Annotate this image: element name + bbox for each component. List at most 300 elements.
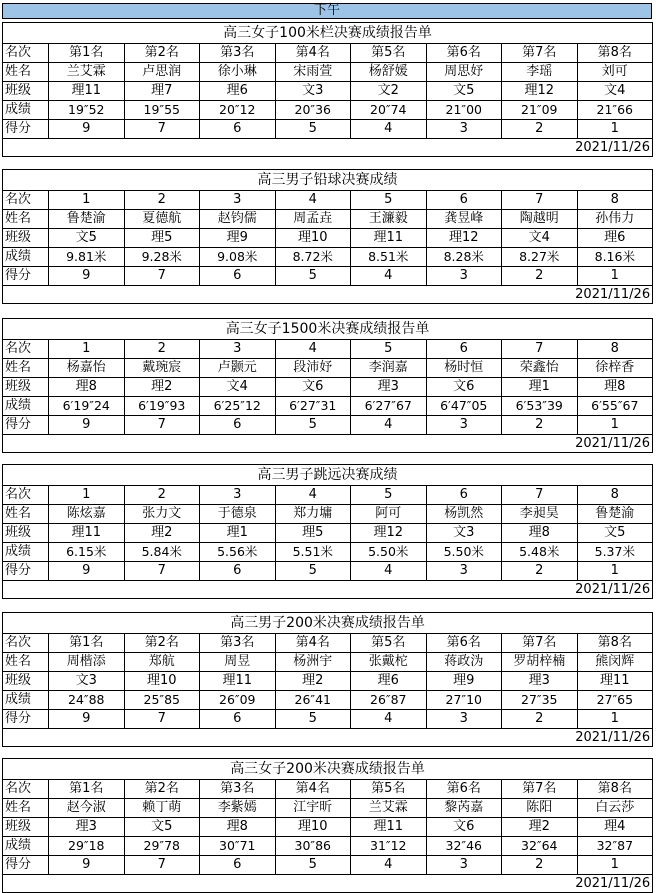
- row-label: 得分: [3, 120, 49, 139]
- report-date: 2021/11/26: [3, 139, 653, 157]
- table-cell: 第4名: [275, 634, 351, 653]
- table-cell: 理2: [502, 818, 578, 837]
- table-cell: 8.16米: [577, 248, 653, 267]
- table-cell: 1: [49, 340, 125, 359]
- table-cell: 1: [49, 191, 125, 210]
- table-cell: 理3: [49, 818, 125, 837]
- table-cell: 赵今淑: [49, 799, 125, 818]
- table-cell: 兰艾霖: [351, 799, 427, 818]
- table-cell: 5.50米: [426, 543, 502, 562]
- table-cell: 李昶昊: [502, 505, 578, 524]
- table-cell: 第7名: [502, 634, 578, 653]
- table-cell: 张力文: [124, 505, 200, 524]
- table-cell: 1: [577, 856, 653, 875]
- row-label: 班级: [3, 229, 49, 248]
- table-cell: 第6名: [426, 44, 502, 63]
- result-row: [3, 691, 653, 710]
- table-cell: 25″85: [124, 691, 200, 710]
- table-cell: 2: [502, 267, 578, 286]
- table-cell: 1: [577, 416, 653, 435]
- table-cell: 理11: [351, 818, 427, 837]
- table-cell: 理1: [502, 378, 578, 397]
- table-cell: 陈炫嘉: [49, 505, 125, 524]
- table-cell: 1: [577, 267, 653, 286]
- points-row: [3, 856, 653, 875]
- table-cell: 李瑶: [502, 63, 578, 82]
- row-label: 成绩: [3, 248, 49, 267]
- table-cell: 理2: [124, 524, 200, 543]
- table-cell: 4: [275, 191, 351, 210]
- table-cell: 第3名: [200, 634, 276, 653]
- table-cell: 6.15米: [49, 543, 125, 562]
- table-cell: 徐梓香: [577, 359, 653, 378]
- results-table-block: [2, 318, 652, 453]
- table-cell: 李润嘉: [351, 359, 427, 378]
- table-cell: 第5名: [351, 634, 427, 653]
- row-label: 班级: [3, 672, 49, 691]
- points-row: [3, 267, 653, 286]
- table-cell: 于德泉: [200, 505, 276, 524]
- table-cell: 21″66: [577, 101, 653, 120]
- table-cell: 9.28米: [124, 248, 200, 267]
- points-row: [3, 562, 653, 581]
- table-cell: 6′27″67: [351, 397, 427, 416]
- table-cell: 7: [124, 120, 200, 139]
- row-label: 名次: [3, 780, 49, 799]
- table-cell: 4: [351, 856, 427, 875]
- table-cell: 27″35: [502, 691, 578, 710]
- table-cell: 第7名: [502, 780, 578, 799]
- table-cell: 文4: [200, 378, 276, 397]
- row-label: 班级: [3, 818, 49, 837]
- table-cell: 理3: [351, 378, 427, 397]
- results-table-block: [2, 612, 652, 747]
- row-label: 得分: [3, 416, 49, 435]
- table-cell: 江宇昕: [275, 799, 351, 818]
- row-label: 成绩: [3, 397, 49, 416]
- table-cell: 4: [351, 562, 427, 581]
- table-cell: 理10: [275, 818, 351, 837]
- results-table: [2, 758, 653, 893]
- row-label: 姓名: [3, 359, 49, 378]
- row-label: 姓名: [3, 505, 49, 524]
- points-row: [3, 710, 653, 729]
- table-cell: 第6名: [426, 780, 502, 799]
- class-row: [3, 672, 653, 691]
- table-cell: 9: [49, 856, 125, 875]
- table-cell: 5: [275, 120, 351, 139]
- table-cell: 6: [200, 416, 276, 435]
- table-cell: 周昱: [200, 653, 276, 672]
- results-table: [2, 612, 653, 747]
- table-cell: 第5名: [351, 780, 427, 799]
- table-cell: 黎芮嘉: [426, 799, 502, 818]
- table-cell: 王濂毅: [351, 210, 427, 229]
- table-cell: 20″36: [275, 101, 351, 120]
- row-label: 班级: [3, 378, 49, 397]
- table-title: 高三男子200米决赛成绩报告单: [3, 613, 653, 634]
- table-cell: 6′19″24: [49, 397, 125, 416]
- table-cell: 6: [426, 191, 502, 210]
- table-cell: 9: [49, 267, 125, 286]
- table-cell: 理3: [502, 672, 578, 691]
- table-cell: 文2: [351, 82, 427, 101]
- table-cell: 8.27米: [502, 248, 578, 267]
- table-cell: 理4: [577, 818, 653, 837]
- table-cell: 刘可: [577, 63, 653, 82]
- table-cell: 5.56米: [200, 543, 276, 562]
- table-cell: 5: [275, 267, 351, 286]
- table-cell: 24″88: [49, 691, 125, 710]
- table-cell: 理11: [577, 672, 653, 691]
- table-cell: 3: [426, 416, 502, 435]
- table-cell: 5: [275, 416, 351, 435]
- table-cell: 杨舒媛: [351, 63, 427, 82]
- table-cell: 周思妤: [426, 63, 502, 82]
- row-label: 姓名: [3, 653, 49, 672]
- table-cell: 理2: [275, 672, 351, 691]
- report-date: 2021/11/26: [3, 435, 653, 453]
- table-cell: 段沛妤: [275, 359, 351, 378]
- table-cell: 理8: [49, 378, 125, 397]
- table-cell: 第6名: [426, 634, 502, 653]
- table-cell: 文5: [124, 818, 200, 837]
- table-cell: 6′47″05: [426, 397, 502, 416]
- table-cell: 2: [502, 562, 578, 581]
- row-label: 得分: [3, 562, 49, 581]
- table-cell: 30″71: [200, 837, 276, 856]
- table-title: 高三女子200米决赛成绩报告单: [3, 759, 653, 780]
- table-cell: 熊闵辉: [577, 653, 653, 672]
- table-cell: 7: [124, 562, 200, 581]
- table-cell: 兰艾霖: [49, 63, 125, 82]
- table-cell: 7: [124, 416, 200, 435]
- table-cell: 第2名: [124, 634, 200, 653]
- table-cell: 6′53″39: [502, 397, 578, 416]
- table-cell: 2: [502, 120, 578, 139]
- table-cell: 8: [577, 486, 653, 505]
- table-cell: 第3名: [200, 44, 276, 63]
- table-cell: 30″86: [275, 837, 351, 856]
- row-label: 姓名: [3, 799, 49, 818]
- rank-row: [3, 191, 653, 210]
- rank-row: [3, 486, 653, 505]
- table-cell: 张戴柁: [351, 653, 427, 672]
- table-cell: 第2名: [124, 44, 200, 63]
- table-cell: 5.37米: [577, 543, 653, 562]
- table-cell: 5.48米: [502, 543, 578, 562]
- row-label: 得分: [3, 267, 49, 286]
- table-cell: 文3: [275, 82, 351, 101]
- table-cell: 荣鑫怡: [502, 359, 578, 378]
- table-cell: 理8: [502, 524, 578, 543]
- table-cell: 理2: [124, 378, 200, 397]
- report-date: 2021/11/26: [3, 875, 653, 893]
- table-cell: 7: [124, 856, 200, 875]
- table-cell: 第8名: [577, 780, 653, 799]
- table-cell: 1: [577, 710, 653, 729]
- table-cell: 6′55″67: [577, 397, 653, 416]
- table-cell: 理11: [49, 82, 125, 101]
- table-cell: 6: [200, 856, 276, 875]
- table-cell: 杨凯然: [426, 505, 502, 524]
- table-cell: 32″64: [502, 837, 578, 856]
- table-cell: 文5: [577, 524, 653, 543]
- table-cell: 2: [502, 710, 578, 729]
- class-row: [3, 818, 653, 837]
- table-cell: 阿可: [351, 505, 427, 524]
- table-cell: 2: [124, 486, 200, 505]
- afternoon-header: 下午: [2, 3, 652, 19]
- table-cell: 5.51米: [275, 543, 351, 562]
- table-cell: 8.51米: [351, 248, 427, 267]
- table-cell: 3: [200, 191, 276, 210]
- table-cell: 5: [275, 856, 351, 875]
- table-cell: 3: [426, 562, 502, 581]
- table-cell: 理1: [200, 524, 276, 543]
- table-cell: 文3: [426, 524, 502, 543]
- table-cell: 1: [49, 486, 125, 505]
- table-cell: 8.72米: [275, 248, 351, 267]
- table-cell: 7: [124, 710, 200, 729]
- table-cell: 罗胡梓楠: [502, 653, 578, 672]
- table-cell: 郑航: [124, 653, 200, 672]
- results-table-block: [2, 22, 652, 157]
- table-cell: 2: [124, 191, 200, 210]
- table-cell: 理9: [426, 672, 502, 691]
- results-table-block: [2, 169, 652, 304]
- table-cell: 赵钧儒: [200, 210, 276, 229]
- results-table-block: [2, 758, 652, 893]
- table-cell: 6′19″93: [124, 397, 200, 416]
- table-cell: 1: [577, 562, 653, 581]
- table-cell: 4: [351, 120, 427, 139]
- table-cell: 26″41: [275, 691, 351, 710]
- table-cell: 3: [426, 267, 502, 286]
- table-cell: 卢颢元: [200, 359, 276, 378]
- table-cell: 理7: [124, 82, 200, 101]
- row-label: 名次: [3, 191, 49, 210]
- table-cell: 第7名: [502, 44, 578, 63]
- table-cell: 理6: [200, 82, 276, 101]
- table-cell: 卢思润: [124, 63, 200, 82]
- table-cell: 第5名: [351, 44, 427, 63]
- table-cell: 第8名: [577, 44, 653, 63]
- table-cell: 3: [426, 856, 502, 875]
- table-cell: 戴琬宸: [124, 359, 200, 378]
- table-cell: 29″18: [49, 837, 125, 856]
- table-cell: 理11: [49, 524, 125, 543]
- table-cell: 鲁楚渝: [577, 505, 653, 524]
- table-cell: 31″12: [351, 837, 427, 856]
- table-cell: 3: [200, 486, 276, 505]
- result-row: [3, 543, 653, 562]
- table-cell: 第3名: [200, 780, 276, 799]
- table-cell: 周楷添: [49, 653, 125, 672]
- table-cell: 5: [351, 191, 427, 210]
- table-cell: 6′27″31: [275, 397, 351, 416]
- class-row: [3, 524, 653, 543]
- table-cell: 理11: [200, 672, 276, 691]
- table-cell: 2: [502, 416, 578, 435]
- table-cell: 8: [577, 340, 653, 359]
- results-table: [2, 169, 653, 304]
- row-label: 成绩: [3, 691, 49, 710]
- table-cell: 20″12: [200, 101, 276, 120]
- table-cell: 理6: [577, 229, 653, 248]
- name-row: [3, 799, 653, 818]
- table-title: 高三女子100米栏决赛成绩报告单: [3, 23, 653, 44]
- report-date: 2021/11/26: [3, 729, 653, 747]
- table-cell: 理9: [200, 229, 276, 248]
- table-cell: 郑力墉: [275, 505, 351, 524]
- row-label: 姓名: [3, 63, 49, 82]
- table-cell: 龚昱峰: [426, 210, 502, 229]
- table-cell: 7: [124, 267, 200, 286]
- report-date: 2021/11/26: [3, 581, 653, 599]
- name-row: [3, 359, 653, 378]
- row-label: 名次: [3, 44, 49, 63]
- results-table: [2, 464, 653, 599]
- table-cell: 5: [351, 486, 427, 505]
- table-cell: 5: [351, 340, 427, 359]
- table-cell: 26″09: [200, 691, 276, 710]
- table-cell: 3: [426, 120, 502, 139]
- table-cell: 理12: [502, 82, 578, 101]
- table-cell: 21″09: [502, 101, 578, 120]
- results-table: [2, 318, 653, 453]
- name-row: [3, 653, 653, 672]
- row-label: 班级: [3, 524, 49, 543]
- table-cell: 理8: [200, 818, 276, 837]
- table-title: 高三女子1500米决赛成绩报告单: [3, 319, 653, 340]
- table-cell: 4: [351, 710, 427, 729]
- table-cell: 第1名: [49, 44, 125, 63]
- table-cell: 第4名: [275, 44, 351, 63]
- class-row: [3, 229, 653, 248]
- table-cell: 6: [426, 486, 502, 505]
- table-cell: 19″55: [124, 101, 200, 120]
- table-cell: 4: [275, 340, 351, 359]
- table-cell: 6: [200, 562, 276, 581]
- table-cell: 5: [275, 562, 351, 581]
- rank-row: [3, 634, 653, 653]
- result-row: [3, 837, 653, 856]
- row-label: 成绩: [3, 543, 49, 562]
- result-row: [3, 248, 653, 267]
- table-cell: 赖丁萌: [124, 799, 200, 818]
- rank-row: [3, 780, 653, 799]
- rank-row: [3, 340, 653, 359]
- name-row: [3, 505, 653, 524]
- results-table: [2, 22, 653, 157]
- table-cell: 32″46: [426, 837, 502, 856]
- table-cell: 陶越明: [502, 210, 578, 229]
- table-cell: 李紫嫣: [200, 799, 276, 818]
- class-row: [3, 82, 653, 101]
- table-cell: 文5: [426, 82, 502, 101]
- table-cell: 2: [124, 340, 200, 359]
- table-cell: 徐小琳: [200, 63, 276, 82]
- name-row: [3, 210, 653, 229]
- table-cell: 文4: [502, 229, 578, 248]
- row-label: 得分: [3, 710, 49, 729]
- table-cell: 7: [502, 191, 578, 210]
- table-cell: 29″78: [124, 837, 200, 856]
- table-cell: 6: [426, 340, 502, 359]
- table-cell: 蒋政沩: [426, 653, 502, 672]
- table-cell: 6: [200, 267, 276, 286]
- table-cell: 19″52: [49, 101, 125, 120]
- table-cell: 孙伟力: [577, 210, 653, 229]
- table-cell: 第2名: [124, 780, 200, 799]
- table-cell: 9: [49, 710, 125, 729]
- table-cell: 7: [502, 340, 578, 359]
- table-cell: 8.28米: [426, 248, 502, 267]
- table-cell: 9: [49, 120, 125, 139]
- rank-row: [3, 44, 653, 63]
- table-cell: 周孟垚: [275, 210, 351, 229]
- row-label: 成绩: [3, 101, 49, 120]
- table-cell: 理10: [275, 229, 351, 248]
- table-cell: 21″00: [426, 101, 502, 120]
- table-cell: 9.08米: [200, 248, 276, 267]
- table-cell: 3: [426, 710, 502, 729]
- table-cell: 6: [200, 710, 276, 729]
- row-label: 班级: [3, 82, 49, 101]
- row-label: 得分: [3, 856, 49, 875]
- table-cell: 杨时恒: [426, 359, 502, 378]
- table-cell: 1: [577, 120, 653, 139]
- table-cell: 9.81米: [49, 248, 125, 267]
- table-cell: 理10: [124, 672, 200, 691]
- table-cell: 杨洲宇: [275, 653, 351, 672]
- table-title: 高三男子铅球决赛成绩: [3, 170, 653, 191]
- table-cell: 6: [200, 120, 276, 139]
- table-cell: 文6: [426, 818, 502, 837]
- table-cell: 理5: [124, 229, 200, 248]
- row-label: 姓名: [3, 210, 49, 229]
- result-row: [3, 397, 653, 416]
- report-date: 2021/11/26: [3, 286, 653, 304]
- results-table-block: [2, 464, 652, 599]
- table-cell: 理6: [351, 672, 427, 691]
- table-cell: 32″87: [577, 837, 653, 856]
- table-cell: 8: [577, 191, 653, 210]
- table-cell: 文4: [577, 82, 653, 101]
- table-cell: 6′25″12: [200, 397, 276, 416]
- table-cell: 文5: [49, 229, 125, 248]
- result-row: [3, 101, 653, 120]
- table-cell: 文6: [275, 378, 351, 397]
- table-cell: 理12: [426, 229, 502, 248]
- row-label: 名次: [3, 340, 49, 359]
- table-cell: 理8: [577, 378, 653, 397]
- table-cell: 27″65: [577, 691, 653, 710]
- table-cell: 第4名: [275, 780, 351, 799]
- table-cell: 第8名: [577, 634, 653, 653]
- table-cell: 3: [200, 340, 276, 359]
- table-cell: 陈阳: [502, 799, 578, 818]
- table-cell: 4: [275, 486, 351, 505]
- table-cell: 第1名: [49, 634, 125, 653]
- row-label: 名次: [3, 486, 49, 505]
- table-cell: 9: [49, 416, 125, 435]
- table-cell: 20″74: [351, 101, 427, 120]
- table-cell: 26″87: [351, 691, 427, 710]
- table-cell: 2: [502, 856, 578, 875]
- table-cell: 理12: [351, 524, 427, 543]
